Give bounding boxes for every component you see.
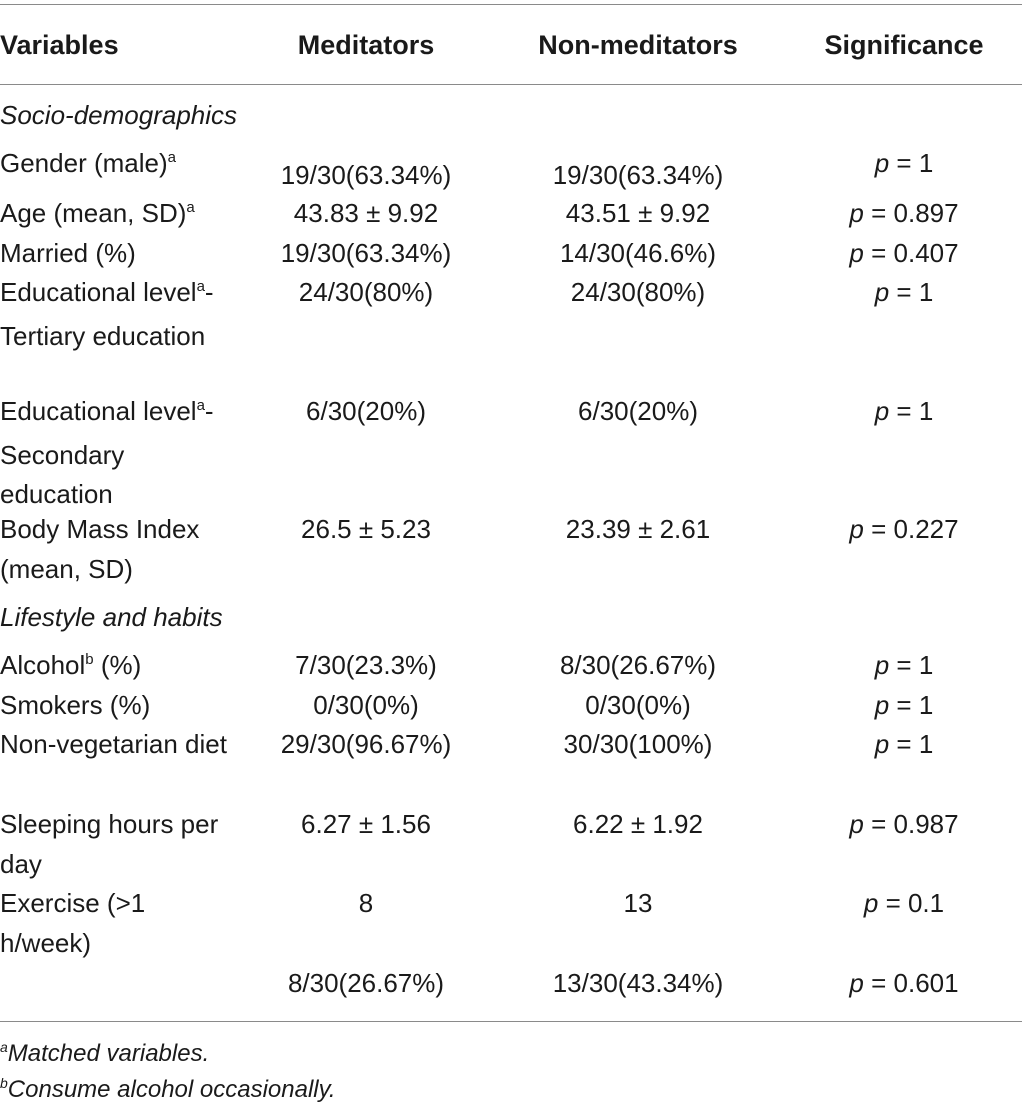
- significance-value: p = 0.897: [849, 198, 959, 228]
- meditators-value: 0/30(0%): [313, 690, 419, 720]
- significance-value: p = 0.987: [849, 809, 959, 839]
- row-label: Body Mass Index (mean, SD): [0, 514, 200, 584]
- meditators-value: 8: [358, 888, 374, 918]
- non-meditators-value: 8/30(26.67%): [559, 650, 717, 680]
- row-label: Educational level$^a$- Secondary education: [0, 396, 214, 509]
- significance-value: p = 0.601: [849, 968, 959, 998]
- meditators-value: 6.27 ± 1.56: [301, 809, 431, 839]
- top-rule: [0, 4, 1022, 5]
- significance-value: p = 0.227: [849, 514, 959, 544]
- header-meditators: Meditators: [297, 30, 435, 60]
- row-label: Exercise (>1 h/week): [0, 888, 146, 958]
- meditators-value: 26.5 ± 5.23: [301, 514, 431, 544]
- header-variables: Variables: [0, 30, 119, 60]
- significance-value: p = 1: [874, 396, 934, 426]
- meditators-value: 24/30(80%): [298, 277, 434, 307]
- significance-value: p = 0.1: [863, 888, 945, 918]
- significance-value: p = 1: [874, 690, 934, 720]
- section-socio-demographics: Socio-demographics: [0, 100, 238, 130]
- non-meditators-value: 43.51 ± 9.92: [565, 198, 711, 228]
- meditators-value: 43.83 ± 9.92: [293, 198, 439, 228]
- significance-value: p = 1: [874, 729, 934, 759]
- non-meditators-value: 14/30(46.6%): [559, 238, 717, 268]
- non-meditators-value: 19/30(63.34%): [552, 160, 724, 190]
- significance-value: p = 1: [874, 148, 934, 178]
- row-label: Married (%): [0, 238, 136, 268]
- row-label: Gender (male)$^a$: [0, 148, 176, 178]
- row-label: Age (mean, SD)$^a$: [0, 198, 195, 228]
- non-meditators-value: 6.22 ± 1.92: [573, 809, 703, 839]
- row-label: Educational level$^a$- Tertiary education: [0, 277, 214, 351]
- non-meditators-value: 30/30(100%): [563, 729, 713, 759]
- non-meditators-value: 13/30(43.34%): [552, 968, 724, 998]
- meditators-value: 8/30(26.67%): [287, 968, 445, 998]
- row-label: Sleeping hours per day: [0, 809, 219, 879]
- meditators-value: 29/30(96.67%): [280, 729, 452, 759]
- non-meditators-value: 0/30(0%): [585, 690, 691, 720]
- header-significance: Significance: [824, 30, 984, 60]
- row-label: Non-vegetarian diet: [0, 729, 227, 759]
- non-meditators-value: 6/30(20%): [578, 396, 698, 426]
- significance-value: p = 1: [874, 650, 934, 680]
- header-rule: [0, 84, 1022, 85]
- section-lifestyle-and-habits: Lifestyle and habits: [0, 602, 223, 632]
- bottom-rule: [0, 1021, 1022, 1022]
- footnote-a: $^a$Matched variables.: [0, 1039, 210, 1067]
- non-meditators-value: 23.39 ± 2.61: [565, 514, 711, 544]
- header-non-meditators: Non-meditators: [538, 30, 738, 60]
- meditators-value: 7/30(23.3%): [295, 650, 437, 680]
- meditators-value: 19/30(63.34%): [280, 238, 452, 268]
- significance-value: p = 1: [874, 277, 934, 307]
- meditators-value: 6/30(20%): [306, 396, 426, 426]
- row-label: Smokers (%): [0, 690, 151, 720]
- footnote-b: $^b$Consume alcohol occasionally.: [0, 1075, 336, 1103]
- significance-value: p = 0.407: [849, 238, 959, 268]
- row-label: Alcohol$^b$ (%): [0, 650, 142, 680]
- meditators-value: 19/30(63.34%): [280, 160, 452, 190]
- non-meditators-value: 24/30(80%): [570, 277, 706, 307]
- non-meditators-value: 13: [623, 888, 653, 918]
